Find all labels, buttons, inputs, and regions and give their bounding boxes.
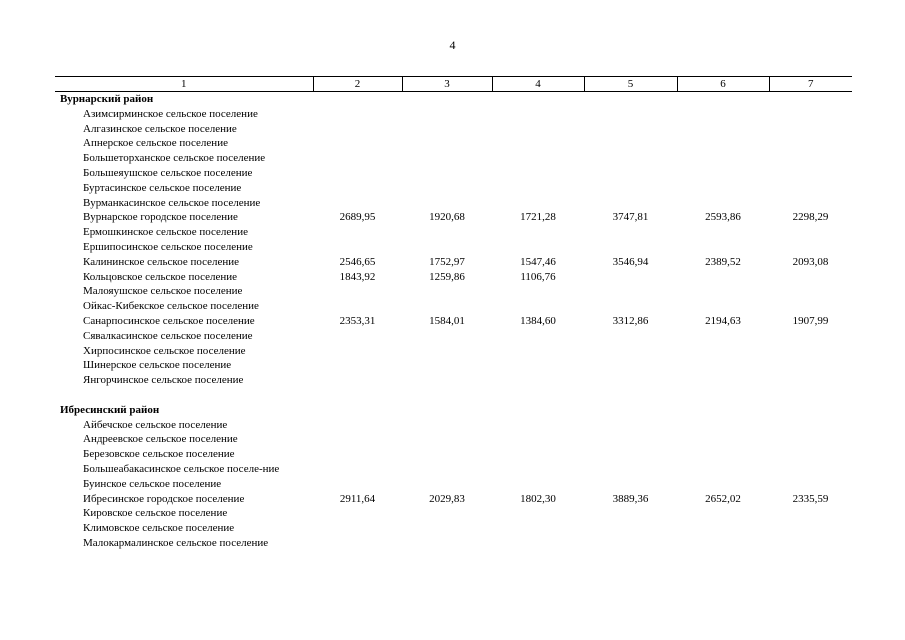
value-cell [492, 506, 584, 521]
value-cell [677, 536, 769, 551]
table-row [55, 447, 852, 462]
value-cell [492, 122, 584, 137]
value-cell [769, 521, 852, 536]
settlement-name: Сявалкасинское сельское поселение [83, 329, 253, 342]
table-row [55, 299, 852, 314]
settlement-name: Буртасинское сельское поселение [83, 181, 242, 194]
value-cell [677, 151, 769, 166]
value-cell [313, 299, 402, 314]
value-cell [584, 122, 677, 137]
value-cell [313, 122, 402, 137]
value-cell [584, 270, 677, 285]
settlement-name: Климовское сельское поселение [83, 522, 235, 535]
table-row [55, 225, 852, 240]
value-cell [769, 299, 852, 314]
value-cell [769, 122, 852, 137]
value-cell [402, 462, 492, 477]
value-cell [584, 432, 677, 447]
value-cell [492, 151, 584, 166]
value-cell [492, 196, 584, 211]
value-cell: 1547,46 [520, 255, 556, 268]
value-cell [313, 329, 402, 344]
value-cell [402, 181, 492, 196]
table-row [55, 136, 852, 151]
value-cell [313, 477, 402, 492]
table-row [55, 521, 852, 536]
settlement-name: Калининское сельское поселение [83, 255, 240, 268]
table-row [55, 506, 852, 521]
value-cell [769, 462, 852, 477]
value-cell [584, 329, 677, 344]
value-cell [584, 284, 677, 299]
value-cell [492, 329, 584, 344]
value-cell [769, 506, 852, 521]
value-cell [402, 344, 492, 359]
value-cell [402, 418, 492, 433]
value-cell [492, 373, 584, 388]
value-cell [313, 447, 402, 462]
value-cell [402, 506, 492, 521]
value-cell [677, 462, 769, 477]
value-cell [584, 225, 677, 240]
district-name: Ибресинский район [60, 403, 160, 416]
value-cell [769, 358, 852, 373]
settlement-name: Азимсирминское сельское поселение [83, 107, 258, 120]
table-row [55, 344, 852, 359]
table-row [55, 418, 852, 433]
value-cell: 1384,60 [520, 314, 556, 327]
value-cell [769, 329, 852, 344]
value-cell [584, 521, 677, 536]
value-cell [584, 344, 677, 359]
value-cell [584, 181, 677, 196]
table-body [55, 92, 852, 551]
settlement-name: Андреевское сельское поселение [83, 433, 238, 446]
value-cell [313, 536, 402, 551]
value-cell [584, 151, 677, 166]
value-cell: 3747,81 [612, 211, 649, 224]
value-cell [584, 166, 677, 181]
value-cell [584, 506, 677, 521]
table-row [55, 122, 852, 137]
value-cell [677, 506, 769, 521]
table-row [55, 358, 852, 373]
table-row [55, 373, 852, 388]
table-row [55, 240, 852, 255]
value-cell [677, 181, 769, 196]
value-cell [769, 166, 852, 181]
value-cell [492, 432, 584, 447]
value-cell: 1584,01 [429, 314, 465, 327]
value-cell: 2029,83 [429, 492, 465, 505]
value-cell [677, 240, 769, 255]
value-cell [584, 196, 677, 211]
district-row [55, 403, 852, 418]
value-cell [313, 373, 402, 388]
value-cell: 1920,68 [429, 211, 465, 224]
value-cell [769, 107, 852, 122]
value-cell [492, 418, 584, 433]
value-cell [677, 166, 769, 181]
value-cell [492, 358, 584, 373]
value-cell [313, 225, 402, 240]
table-row [55, 314, 852, 329]
table-row [55, 432, 852, 447]
value-cell: 1907,99 [792, 314, 829, 327]
district-name: Вурнарский район [60, 93, 154, 105]
value-cell [769, 477, 852, 492]
settlement-name: Малояушское сельское поселение [83, 285, 243, 298]
value-cell [402, 432, 492, 447]
value-cell [677, 225, 769, 240]
district-row [55, 92, 852, 107]
value-cell [492, 521, 584, 536]
value-cell [313, 136, 402, 151]
value-cell [402, 536, 492, 551]
settlement-name: Большеяушское сельское поселение [83, 166, 253, 179]
value-cell [677, 299, 769, 314]
value-cell [313, 284, 402, 299]
data-table [55, 76, 852, 551]
page-number: 4 [449, 38, 456, 52]
settlement-name: Шинерское сельское поселение [83, 359, 232, 372]
value-cell: 1106,76 [520, 270, 556, 283]
value-cell [677, 329, 769, 344]
table-row [55, 196, 852, 211]
value-cell [402, 225, 492, 240]
value-cell [769, 136, 852, 151]
table-row [55, 210, 852, 225]
value-cell [769, 284, 852, 299]
value-cell: 2335,59 [792, 492, 829, 505]
value-cell [402, 329, 492, 344]
value-cell: 1752,97 [429, 255, 465, 268]
column-header: 2 [313, 77, 402, 92]
value-cell [677, 432, 769, 447]
value-cell [492, 166, 584, 181]
value-cell [677, 477, 769, 492]
value-cell: 3889,36 [612, 492, 649, 505]
table-row [55, 107, 852, 122]
value-cell [402, 358, 492, 373]
value-cell [492, 447, 584, 462]
value-cell [402, 166, 492, 181]
value-cell [677, 136, 769, 151]
value-cell: 1721,28 [520, 211, 556, 224]
settlement-name: Ибресинское городское поселение [83, 492, 245, 505]
settlement-name: Санарпосинское сельское поселение [83, 314, 255, 327]
value-cell [677, 107, 769, 122]
value-cell: 2194,63 [705, 314, 741, 327]
settlement-name: Апнерское сельское поселение [83, 137, 228, 150]
settlement-name: Березовское сельское поселение [83, 448, 235, 461]
value-cell [402, 284, 492, 299]
value-cell [313, 521, 402, 536]
value-cell [769, 240, 852, 255]
column-header: 1 [55, 77, 313, 92]
value-cell [769, 151, 852, 166]
settlement-name: Большеабакасинское сельское поселе-ние [83, 462, 280, 475]
settlement-name: Алгазинское сельское поселение [83, 122, 237, 135]
value-cell: 3312,86 [612, 314, 649, 327]
value-cell [313, 196, 402, 211]
value-cell [769, 196, 852, 211]
value-cell [584, 299, 677, 314]
value-cell [584, 373, 677, 388]
value-cell [584, 447, 677, 462]
table-row [55, 255, 852, 270]
column-header: 5 [584, 77, 677, 92]
header-row [55, 77, 852, 92]
column-header: 4 [492, 77, 584, 92]
table-row [55, 477, 852, 492]
value-cell [677, 270, 769, 285]
value-cell [313, 240, 402, 255]
value-cell [584, 462, 677, 477]
value-cell [584, 477, 677, 492]
value-cell [677, 358, 769, 373]
value-cell [402, 196, 492, 211]
value-cell [584, 418, 677, 433]
value-cell [492, 181, 584, 196]
table-row [55, 181, 852, 196]
value-cell: 2652,02 [705, 492, 741, 505]
value-cell [769, 432, 852, 447]
value-cell: 3546,94 [612, 255, 649, 268]
settlement-name: Кольцовское сельское поселение [83, 270, 238, 283]
value-cell: 1843,92 [339, 270, 376, 283]
table-row [55, 284, 852, 299]
value-cell [677, 344, 769, 359]
settlement-name: Ойкас-Кибекское сельское поселение [83, 300, 259, 313]
value-cell [584, 107, 677, 122]
value-cell [492, 477, 584, 492]
value-cell [584, 536, 677, 551]
value-cell [584, 240, 677, 255]
settlement-name: Ермошкинское сельское поселение [83, 226, 248, 239]
value-cell [677, 284, 769, 299]
value-cell [402, 299, 492, 314]
value-cell [313, 418, 402, 433]
value-cell [313, 151, 402, 166]
value-cell [769, 418, 852, 433]
settlement-name: Большеторханское сельское поселение [83, 152, 266, 165]
value-cell [402, 521, 492, 536]
value-cell: 2593,86 [705, 211, 741, 224]
column-header: 3 [402, 77, 492, 92]
spacer-row [55, 388, 852, 403]
column-header: 6 [677, 77, 769, 92]
value-cell [492, 284, 584, 299]
settlement-name: Вурнарское городское поселение [83, 211, 238, 224]
value-cell [677, 373, 769, 388]
value-cell [492, 240, 584, 255]
settlement-name: Ершипосинское сельское поселение [83, 240, 253, 253]
value-cell: 2689,95 [339, 211, 376, 224]
value-cell [313, 506, 402, 521]
value-cell: 2353,31 [339, 314, 376, 327]
settlement-name: Янгорчинское сельское поселение [83, 374, 244, 387]
table-row [55, 166, 852, 181]
value-cell [492, 225, 584, 240]
settlement-name: Малокармалинское сельское поселение [83, 536, 269, 549]
settlement-name: Вурманкасинское сельское поселение [83, 196, 261, 209]
value-cell [677, 122, 769, 137]
value-cell: 2389,52 [705, 255, 741, 268]
value-cell [677, 447, 769, 462]
table-row [55, 270, 852, 285]
value-cell [313, 181, 402, 196]
table-row [55, 151, 852, 166]
settlement-name: Хирпосинское сельское поселение [83, 344, 246, 357]
value-cell [492, 344, 584, 359]
value-cell [492, 299, 584, 314]
value-cell [769, 536, 852, 551]
value-cell [402, 447, 492, 462]
settlement-name: Буинское сельское поселение [83, 477, 222, 490]
value-cell [677, 196, 769, 211]
value-cell [313, 432, 402, 447]
settlement-name: Кировское сельское поселение [83, 507, 228, 520]
value-cell [492, 536, 584, 551]
value-cell [402, 136, 492, 151]
value-cell [677, 521, 769, 536]
value-cell [313, 107, 402, 122]
value-cell [402, 107, 492, 122]
value-cell [584, 136, 677, 151]
value-cell: 2093,08 [792, 255, 829, 268]
value-cell: 2911,64 [339, 492, 376, 505]
value-cell: 2298,29 [792, 211, 829, 224]
value-cell [492, 462, 584, 477]
value-cell [492, 107, 584, 122]
column-header: 7 [769, 77, 852, 92]
value-cell [584, 358, 677, 373]
value-cell [769, 181, 852, 196]
value-cell [313, 166, 402, 181]
value-cell [313, 462, 402, 477]
value-cell [677, 418, 769, 433]
table-row [55, 462, 852, 477]
value-cell [402, 240, 492, 255]
settlement-name: Айбечское сельское поселение [83, 418, 228, 431]
value-cell [402, 151, 492, 166]
value-cell: 1259,86 [429, 270, 465, 283]
value-cell [402, 373, 492, 388]
table-row [55, 536, 852, 551]
value-cell [492, 136, 584, 151]
value-cell: 1802,30 [520, 492, 556, 505]
value-cell [769, 225, 852, 240]
value-cell: 2546,65 [339, 255, 376, 268]
value-cell [769, 373, 852, 388]
value-cell [402, 477, 492, 492]
table-row [55, 329, 852, 344]
value-cell [313, 358, 402, 373]
table-row [55, 492, 852, 507]
value-cell [769, 270, 852, 285]
value-cell [402, 122, 492, 137]
value-cell [769, 344, 852, 359]
value-cell [313, 344, 402, 359]
value-cell [769, 447, 852, 462]
